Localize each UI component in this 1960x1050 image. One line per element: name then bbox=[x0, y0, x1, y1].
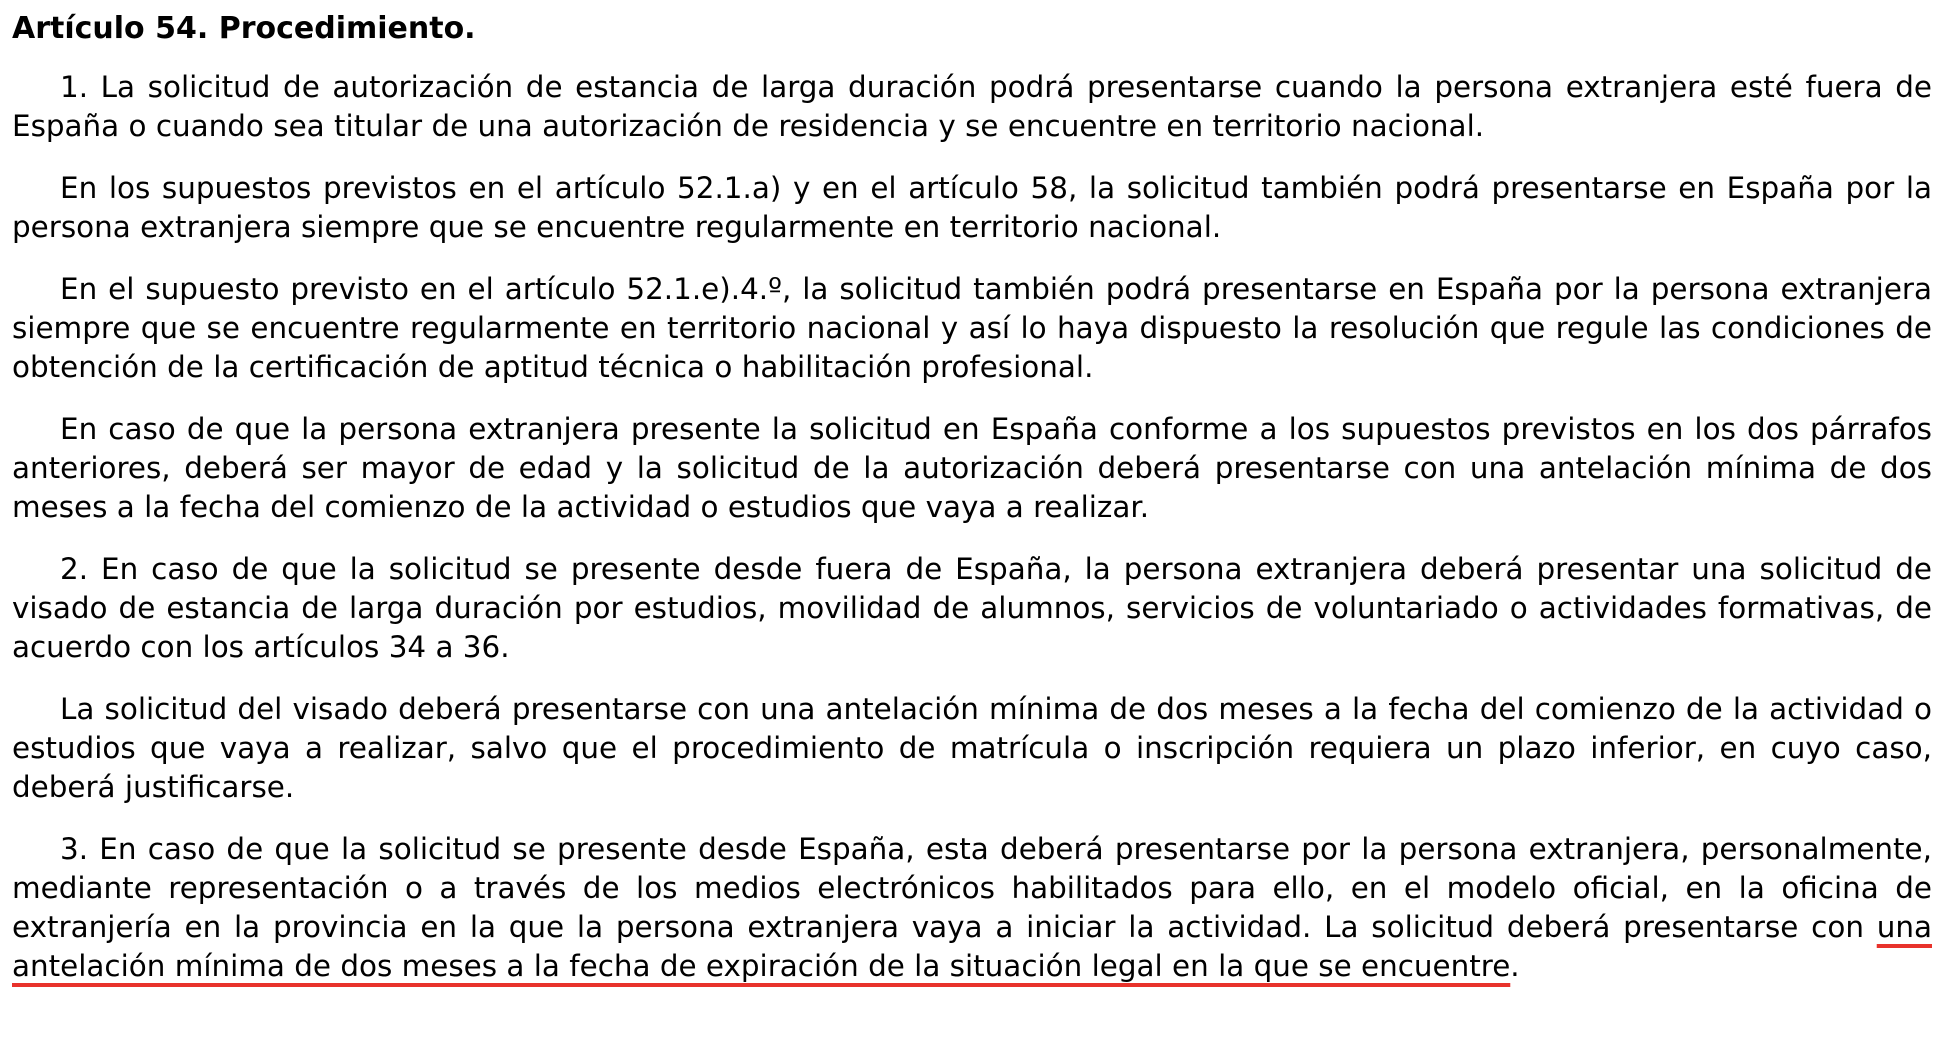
paragraph-6: La solicitud del visado deberá presentarse con una antelación mínima de dos meses a la fecha del comienzo de la actividad o estudios que vaya a realizar, salvo que el procedimiento de matrícula o inscripción requiera un plazo inferior, en cuyo caso, deberá justificarse. bbox=[12, 692, 1932, 804]
paragraph-1: 1. La solicitud de autorización de estancia de larga duración podrá presentarse cuando la persona extranjera esté fuera de España o cuando sea titular de una autorización de residencia y se encuentre en territorio nacional. bbox=[12, 70, 1932, 143]
paragraph-5: 2. En caso de que la solicitud se presente desde fuera de España, la persona extranjera deberá presentar una solicitud de visado de estancia de larga duración por estudios, movilidad de alumnos, servicios de voluntariado o actividades formativas, de acuerdo con los artículos 34 a 36. bbox=[12, 552, 1932, 664]
underlined-highlight: una antelación mínima de dos meses a la fecha de expiración de la situación legal en la que se encuentre bbox=[12, 910, 1932, 983]
document-body bbox=[12, 10, 1932, 1009]
paragraph-7 bbox=[12, 830, 1932, 986]
paragraph-4: En caso de que la persona extranjera presente la solicitud en España conforme a los supuestos previstos en los dos párrafos anteriores, deberá ser mayor de edad y la solicitud de la autorización deberá presentarse con una antelación mínima de dos meses a la fecha del comienzo de la actividad o estudios que vaya a realizar. bbox=[12, 412, 1932, 524]
article-title: Artículo 54. Procedimiento. bbox=[12, 11, 476, 46]
paragraph-7-text: 3. En caso de que la solicitud se presente desde España, esta deberá presentarse por la persona extranjera, personalmente, mediante representación o a través de los medios electrónicos habilitados para ello, en el modelo oficial, en la oficina de extranjería en la provincia en la que la persona extranjera vaya a iniciar la actividad. La solicitud deberá presentarse con bbox=[12, 832, 1932, 944]
paragraph-2: En los supuestos previstos en el artículo 52.1.a) y en el artículo 58, la solicitud también podrá presentarse en España por la persona extranjera siempre que se encuentre regularmente en territorio nacional. bbox=[12, 171, 1932, 244]
paragraph-7-end: . bbox=[1510, 949, 1520, 983]
paragraph-3: En el supuesto previsto en el artículo 52.1.e).4.º, la solicitud también podrá presentarse en España por la persona extranjera siempre que se encuentre regularmente en territorio nacional y así lo haya dispuesto la resolución que regule las condiciones de obtención de la certificación de aptitud técnica o habilitación profesional. bbox=[12, 272, 1932, 384]
